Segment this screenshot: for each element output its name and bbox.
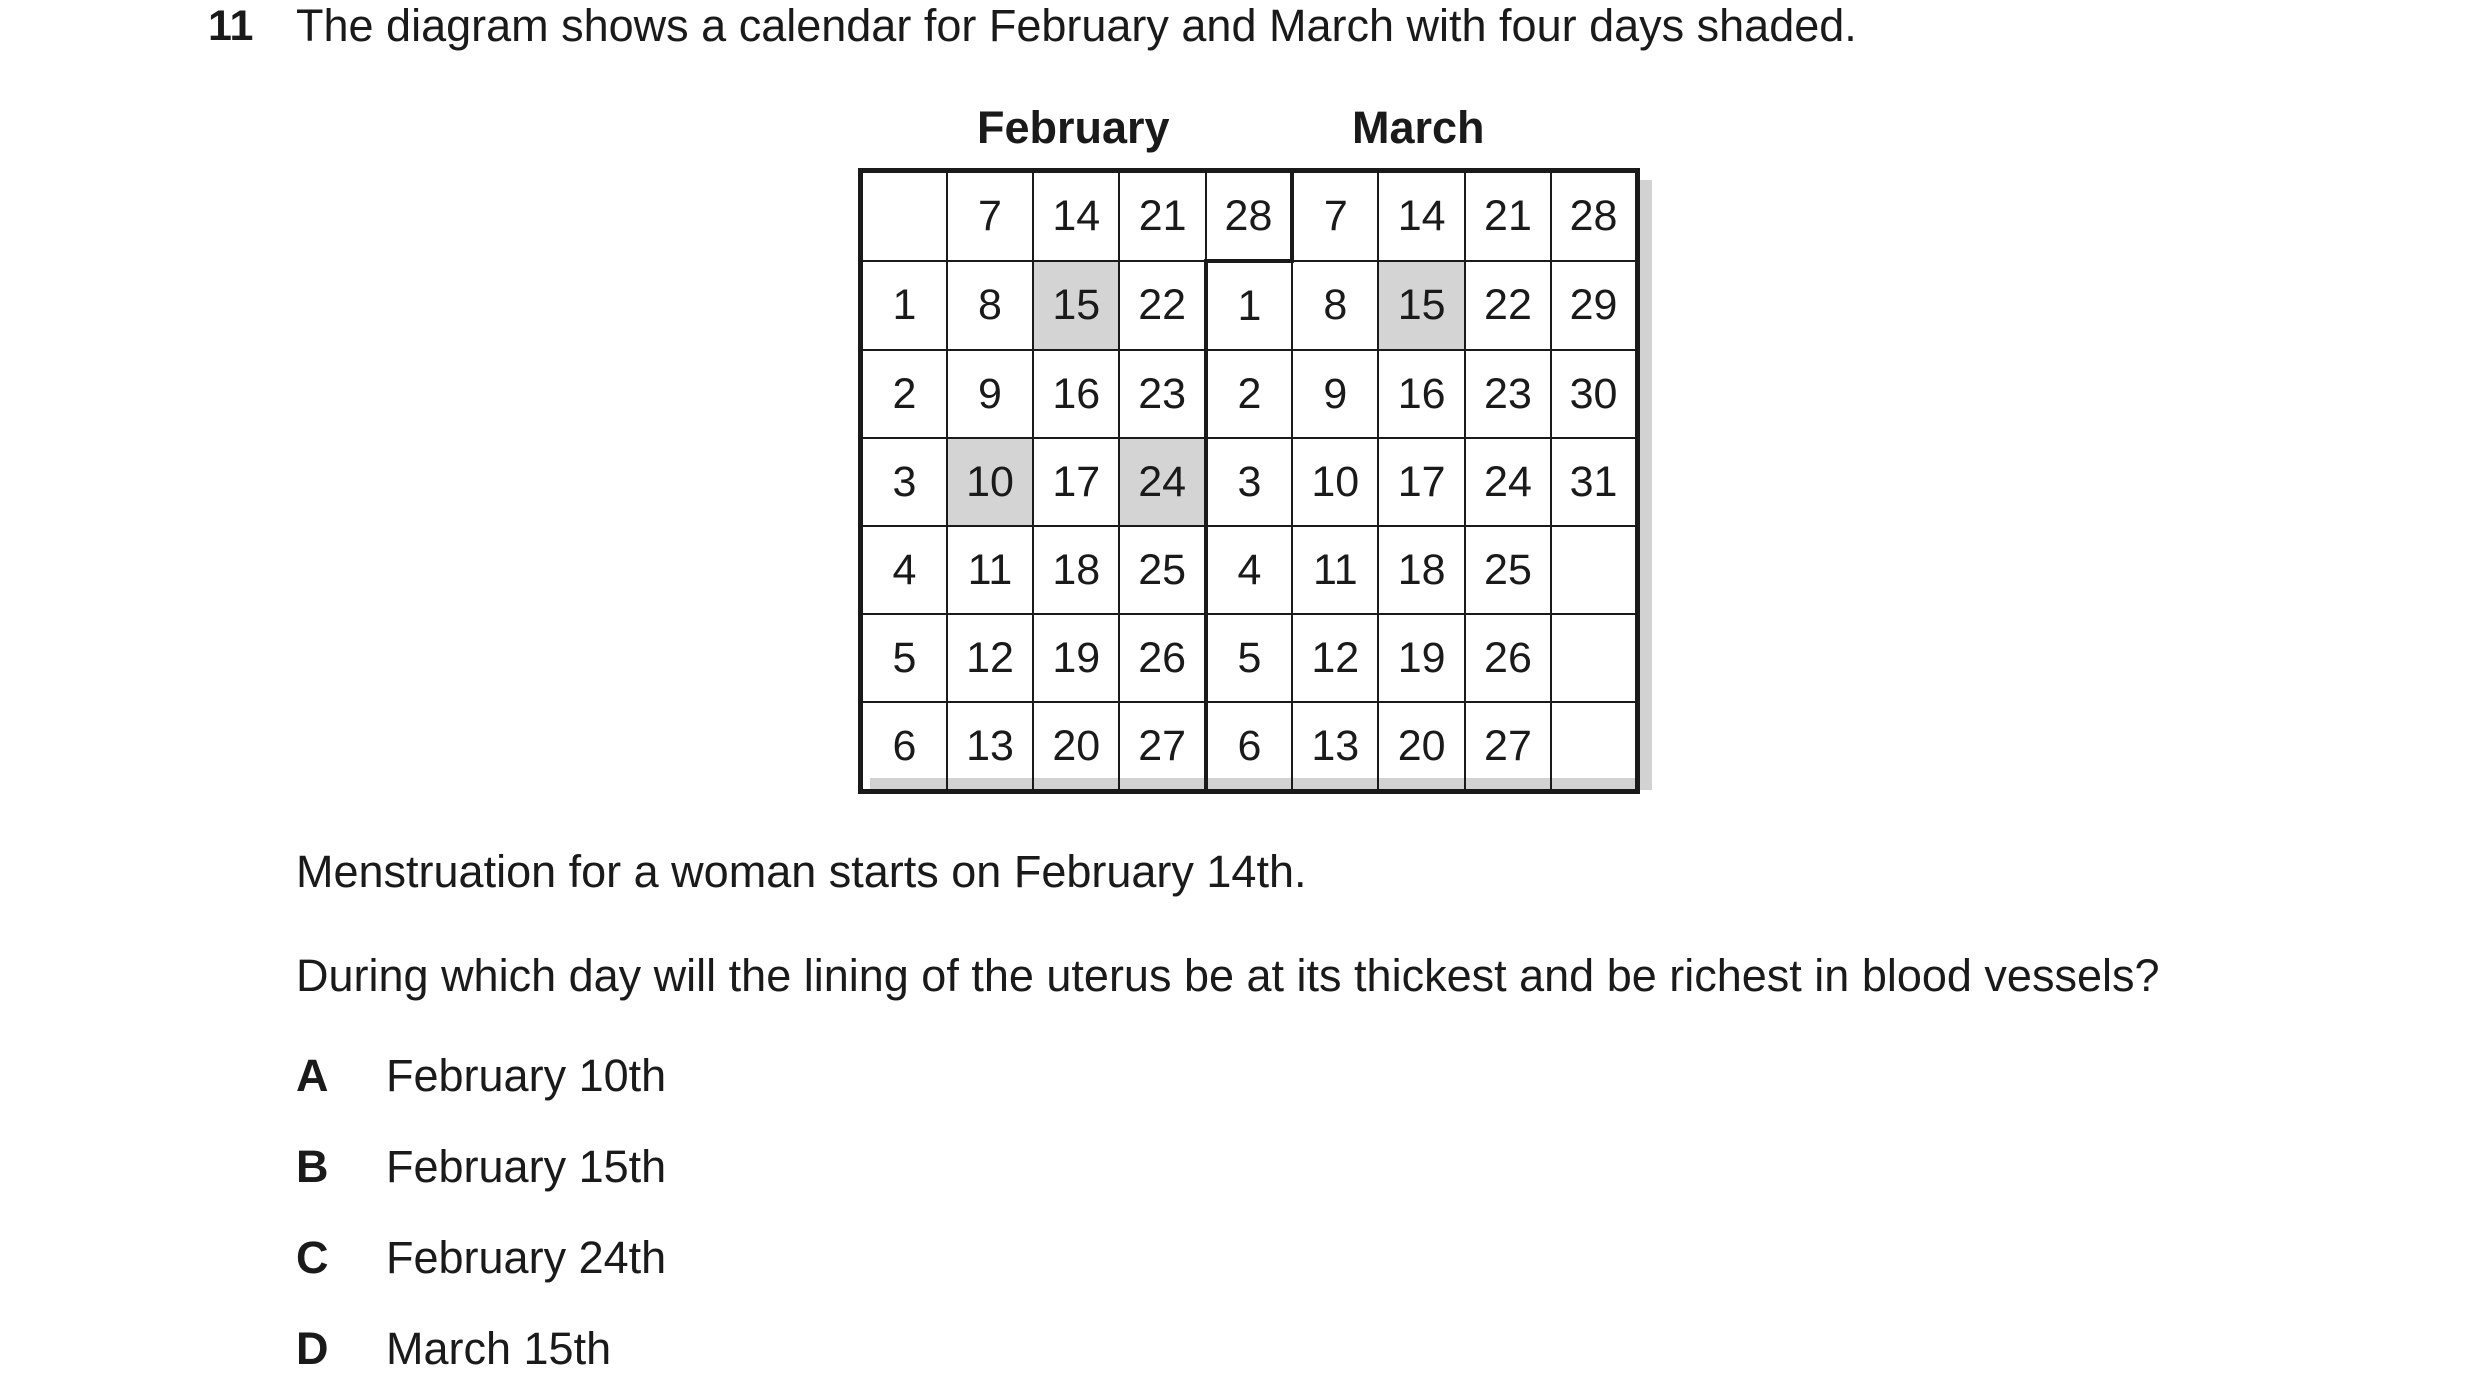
calendar-cell: 16 — [1378, 350, 1464, 438]
option-letter: A — [296, 1050, 329, 1101]
calendar-cell — [1551, 526, 1637, 614]
calendar-cell: 17 — [1033, 438, 1119, 526]
february-label: February — [977, 102, 1170, 153]
calendar-row — [861, 171, 1638, 262]
calendar-cell: 1 — [861, 261, 947, 350]
calendar-cell: 28 — [1551, 171, 1637, 262]
calendar-cell: 8 — [1292, 261, 1378, 350]
option-letter: C — [296, 1232, 329, 1283]
calendar-cell: 27 — [1119, 702, 1205, 792]
question-stem: The diagram shows a calendar for February and March with four days shaded. — [296, 0, 1857, 51]
calendar-cell: 13 — [1292, 702, 1378, 792]
calendar-cell: 30 — [1551, 350, 1637, 438]
calendar-grid — [858, 168, 1640, 794]
calendar-cell: 25 — [1119, 526, 1205, 614]
calendar-cell: 3 — [861, 438, 947, 526]
calendar-cell: 18 — [1033, 526, 1119, 614]
calendar-cell: 3 — [1206, 438, 1292, 526]
calendar-cell: 19 — [1033, 614, 1119, 702]
statement-text: Menstruation for a woman starts on February 14th. — [296, 846, 1307, 897]
calendar-cell: 7 — [1292, 171, 1378, 262]
calendar-cell — [1551, 702, 1637, 792]
calendar-cell — [861, 171, 947, 262]
calendar-cell: 10 — [1292, 438, 1378, 526]
calendar-cell: 5 — [861, 614, 947, 702]
calendar-cell: 21 — [1465, 171, 1551, 262]
calendar-cell: 6 — [1206, 702, 1292, 792]
calendar-cell: 21 — [1119, 171, 1205, 262]
calendar-cell: 2 — [1206, 350, 1292, 438]
calendar-cell: 23 — [1465, 350, 1551, 438]
option-text: March 15th — [386, 1323, 612, 1374]
calendar-row — [861, 614, 1638, 702]
calendar-cell: 5 — [1206, 614, 1292, 702]
calendar-cell-shaded: 15 — [1378, 261, 1464, 350]
calendar-diagram — [858, 168, 1640, 778]
calendar-cell: 31 — [1551, 438, 1637, 526]
calendar-cell: 22 — [1465, 261, 1551, 350]
calendar-cell: 4 — [861, 526, 947, 614]
calendar-row — [861, 350, 1638, 438]
calendar-cell: 12 — [947, 614, 1033, 702]
calendar-cell: 17 — [1378, 438, 1464, 526]
calendar-cell: 6 — [861, 702, 947, 792]
option-text: February 10th — [386, 1050, 667, 1101]
calendar-row — [861, 526, 1638, 614]
calendar-cell: 9 — [1292, 350, 1378, 438]
calendar-cell: 18 — [1378, 526, 1464, 614]
calendar-cell: 14 — [1378, 171, 1464, 262]
calendar-cell: 11 — [947, 526, 1033, 614]
calendar-cell: 19 — [1378, 614, 1464, 702]
calendar-cell: 11 — [1292, 526, 1378, 614]
calendar-cell: 24 — [1465, 438, 1551, 526]
calendar-cell: 20 — [1378, 702, 1464, 792]
calendar-cell: 29 — [1551, 261, 1637, 350]
calendar-cell: 14 — [1033, 171, 1119, 262]
option-text: February 15th — [386, 1141, 667, 1192]
calendar-row — [861, 261, 1638, 350]
calendar-cell: 27 — [1465, 702, 1551, 792]
calendar-row — [861, 438, 1638, 526]
calendar-cell: 9 — [947, 350, 1033, 438]
calendar-cell — [1551, 614, 1637, 702]
calendar-cell: 25 — [1465, 526, 1551, 614]
calendar-cell: 4 — [1206, 526, 1292, 614]
calendar-cell: 8 — [947, 261, 1033, 350]
calendar-cell: 1 — [1206, 261, 1292, 350]
calendar-cell-shaded: 15 — [1033, 261, 1119, 350]
question-number: 11 — [208, 2, 254, 50]
calendar-row — [861, 702, 1638, 792]
calendar-cell: 22 — [1119, 261, 1205, 350]
calendar-cell: 26 — [1465, 614, 1551, 702]
calendar-cell: 16 — [1033, 350, 1119, 438]
calendar-cell-shaded: 10 — [947, 438, 1033, 526]
calendar-cell: 23 — [1119, 350, 1205, 438]
calendar-cell: 20 — [1033, 702, 1119, 792]
calendar-cell: 7 — [947, 171, 1033, 262]
calendar-cell: 2 — [861, 350, 947, 438]
option-letter: D — [296, 1323, 329, 1374]
option-letter: B — [296, 1141, 329, 1192]
calendar-cell: 26 — [1119, 614, 1205, 702]
calendar-cell: 12 — [1292, 614, 1378, 702]
prompt-text: During which day will the lining of the uterus be at its thickest and be richest in blood vessels? — [296, 950, 2160, 1001]
calendar-cell: 13 — [947, 702, 1033, 792]
option-text: February 24th — [386, 1232, 667, 1283]
calendar-cell-shaded: 24 — [1119, 438, 1205, 526]
calendar-cell: 28 — [1206, 171, 1292, 262]
march-label: March — [1352, 102, 1485, 153]
